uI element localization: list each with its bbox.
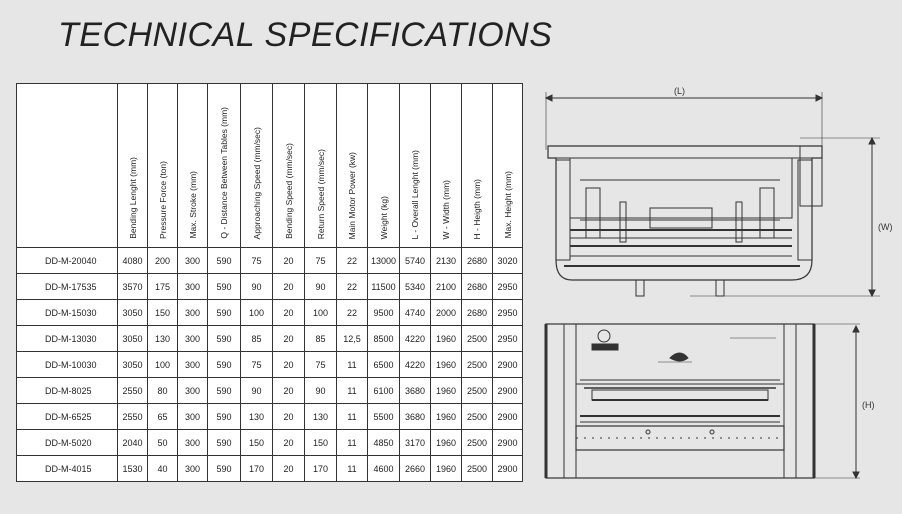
header-cell: [431, 84, 462, 248]
model-cell: DD-M-15030: [17, 300, 118, 326]
table-row: [17, 300, 523, 326]
value-cell: 590: [208, 274, 241, 300]
value-cell: 11: [337, 404, 368, 430]
header-label: Q - Distance Between Tables (mm): [219, 107, 229, 239]
value-cell: 300: [178, 404, 208, 430]
value-cell: 2950: [493, 274, 523, 300]
value-cell: 4600: [368, 456, 400, 482]
corner-cell: [17, 84, 118, 248]
value-cell: 1960: [431, 326, 462, 352]
value-cell: 2500: [462, 430, 493, 456]
value-cell: 300: [178, 378, 208, 404]
value-cell: 3050: [118, 326, 148, 352]
value-cell: 2550: [118, 378, 148, 404]
value-cell: 90: [305, 274, 337, 300]
value-cell: 2130: [431, 248, 462, 274]
value-cell: 300: [178, 456, 208, 482]
front-view-drawing: [540, 318, 902, 484]
value-cell: 2950: [493, 300, 523, 326]
brand-logo-icon: [598, 330, 610, 342]
value-cell: 2900: [493, 430, 523, 456]
value-cell: 130: [305, 404, 337, 430]
header-label: Weight (kg): [378, 195, 389, 239]
machine-body: [548, 146, 822, 280]
header-label: Pressure Force (ton): [157, 161, 168, 239]
value-cell: 11: [337, 430, 368, 456]
table-row: [17, 248, 523, 274]
dimension-label-l: (L): [674, 86, 685, 96]
value-cell: 1960: [431, 404, 462, 430]
value-cell: 8500: [368, 326, 400, 352]
value-cell: 2500: [462, 326, 493, 352]
value-cell: 590: [208, 300, 241, 326]
value-cell: 2550: [118, 404, 148, 430]
header-cell: [241, 84, 273, 248]
value-cell: 1960: [431, 352, 462, 378]
arrow-head: [546, 95, 552, 101]
value-cell: 100: [305, 300, 337, 326]
value-cell: 3680: [400, 404, 431, 430]
header-cell: [208, 84, 241, 248]
value-cell: 130: [241, 404, 273, 430]
value-cell: 5740: [400, 248, 431, 274]
value-cell: 2040: [118, 430, 148, 456]
dimension-label-w: (W): [878, 222, 893, 232]
model-cell: DD-M-10030: [17, 352, 118, 378]
header-label: Bending Speed (mm/sec): [283, 143, 294, 239]
value-cell: 13000: [368, 248, 400, 274]
value-cell: 1960: [431, 430, 462, 456]
header-cell: [178, 84, 208, 248]
value-cell: 4740: [400, 300, 431, 326]
value-cell: 590: [208, 326, 241, 352]
model-cell: DD-M-13030: [17, 326, 118, 352]
table-row: [17, 352, 523, 378]
value-cell: 2680: [462, 274, 493, 300]
value-cell: 300: [178, 248, 208, 274]
value-cell: 75: [241, 352, 273, 378]
header-label: W - Width (mm): [441, 179, 451, 239]
value-cell: 2500: [462, 378, 493, 404]
value-cell: 20: [273, 352, 305, 378]
value-cell: 300: [178, 352, 208, 378]
header-label: Approaching Speed (mm/sec): [251, 126, 262, 239]
value-cell: 3050: [118, 352, 148, 378]
value-cell: 20: [273, 300, 305, 326]
value-cell: 11500: [368, 274, 400, 300]
header-label: Return Speed (mm/sec): [315, 148, 326, 239]
value-cell: 300: [178, 430, 208, 456]
value-cell: 1960: [431, 378, 462, 404]
value-cell: 22: [337, 248, 368, 274]
value-cell: 5500: [368, 404, 400, 430]
model-cell: DD-M-8025: [17, 378, 118, 404]
header-cell: [462, 84, 493, 248]
value-cell: 90: [241, 378, 273, 404]
model-cell: DD-M-17535: [17, 274, 118, 300]
value-cell: 2900: [493, 378, 523, 404]
value-cell: 65: [148, 404, 178, 430]
model-cell: DD-M-6525: [17, 404, 118, 430]
header-label: Max. Stroke (mm): [187, 171, 198, 239]
header-cell: [493, 84, 523, 248]
value-cell: 2500: [462, 404, 493, 430]
value-cell: 590: [208, 430, 241, 456]
value-cell: 11: [337, 378, 368, 404]
value-cell: 1960: [431, 456, 462, 482]
table-row: [17, 456, 523, 482]
header-cell: [273, 84, 305, 248]
header-label: Main Motor Power (kw): [347, 151, 357, 239]
value-cell: 11: [337, 456, 368, 482]
value-cell: 2660: [400, 456, 431, 482]
value-cell: 2100: [431, 274, 462, 300]
table-row: [17, 326, 523, 352]
value-cell: 2950: [493, 326, 523, 352]
value-cell: 1530: [118, 456, 148, 482]
value-cell: 6500: [368, 352, 400, 378]
value-cell: 9500: [368, 300, 400, 326]
value-cell: 85: [305, 326, 337, 352]
value-cell: 150: [241, 430, 273, 456]
value-cell: 590: [208, 378, 241, 404]
value-cell: 2680: [462, 248, 493, 274]
spec-table: [16, 83, 523, 482]
value-cell: 130: [148, 326, 178, 352]
value-cell: 2900: [493, 456, 523, 482]
value-cell: 2500: [462, 456, 493, 482]
table-row: [17, 378, 523, 404]
header-cell: [400, 84, 431, 248]
value-cell: 4850: [368, 430, 400, 456]
value-cell: 90: [241, 274, 273, 300]
value-cell: 85: [241, 326, 273, 352]
value-cell: 90: [305, 378, 337, 404]
value-cell: 2900: [493, 352, 523, 378]
value-cell: 2680: [462, 300, 493, 326]
value-cell: 11: [337, 352, 368, 378]
value-cell: 22: [337, 300, 368, 326]
value-cell: 3020: [493, 248, 523, 274]
value-cell: 590: [208, 456, 241, 482]
value-cell: 5340: [400, 274, 431, 300]
value-cell: 12,5: [337, 326, 368, 352]
value-cell: 50: [148, 430, 178, 456]
value-cell: 80: [148, 378, 178, 404]
header-cell: [118, 84, 148, 248]
header-label: H - Heigth (mm): [472, 178, 482, 239]
value-cell: 150: [148, 300, 178, 326]
value-cell: 20: [273, 326, 305, 352]
header-row: [17, 84, 523, 248]
value-cell: 40: [148, 456, 178, 482]
value-cell: 3050: [118, 300, 148, 326]
table-row: [17, 430, 523, 456]
arrow-head: [816, 95, 822, 101]
value-cell: 300: [178, 326, 208, 352]
value-cell: 590: [208, 248, 241, 274]
value-cell: 2000: [431, 300, 462, 326]
value-cell: 4220: [400, 326, 431, 352]
value-cell: 3680: [400, 378, 431, 404]
value-cell: 3170: [400, 430, 431, 456]
model-cell: DD-M-20040: [17, 248, 118, 274]
value-cell: 20: [273, 274, 305, 300]
value-cell: 75: [305, 248, 337, 274]
value-cell: 20: [273, 378, 305, 404]
header-cell: [368, 84, 400, 248]
value-cell: 20: [273, 248, 305, 274]
table-row: [17, 404, 523, 430]
value-cell: 175: [148, 274, 178, 300]
value-cell: 200: [148, 248, 178, 274]
value-cell: 170: [241, 456, 273, 482]
table-row: [17, 274, 523, 300]
value-cell: 100: [148, 352, 178, 378]
value-cell: 300: [178, 300, 208, 326]
model-cell: DD-M-5020: [17, 430, 118, 456]
model-cell: DD-M-4015: [17, 456, 118, 482]
header-label: Max. Height (mm): [502, 171, 513, 239]
value-cell: 4220: [400, 352, 431, 378]
value-cell: 4080: [118, 248, 148, 274]
top-view-drawing: [540, 80, 902, 305]
value-cell: 20: [273, 404, 305, 430]
spec-table-body: [17, 248, 523, 482]
value-cell: 2500: [462, 352, 493, 378]
value-cell: 6100: [368, 378, 400, 404]
value-cell: 75: [305, 352, 337, 378]
value-cell: 170: [305, 456, 337, 482]
value-cell: 22: [337, 274, 368, 300]
value-cell: 590: [208, 352, 241, 378]
header-cell: [305, 84, 337, 248]
value-cell: 590: [208, 404, 241, 430]
value-cell: 300: [178, 274, 208, 300]
header-label: L - Overall Lenght (mm): [410, 149, 420, 239]
header-label: Bending Lenght (mm): [127, 157, 138, 239]
value-cell: 20: [273, 456, 305, 482]
value-cell: 150: [305, 430, 337, 456]
value-cell: 20: [273, 430, 305, 456]
value-cell: 100: [241, 300, 273, 326]
dimension-label-h: (H): [862, 400, 875, 410]
header-cell: [148, 84, 178, 248]
value-cell: 75: [241, 248, 273, 274]
value-cell: 3570: [118, 274, 148, 300]
header-cell: [337, 84, 368, 248]
value-cell: 2900: [493, 404, 523, 430]
page-title: TECHNICAL SPECIFICATIONS: [58, 16, 553, 54]
